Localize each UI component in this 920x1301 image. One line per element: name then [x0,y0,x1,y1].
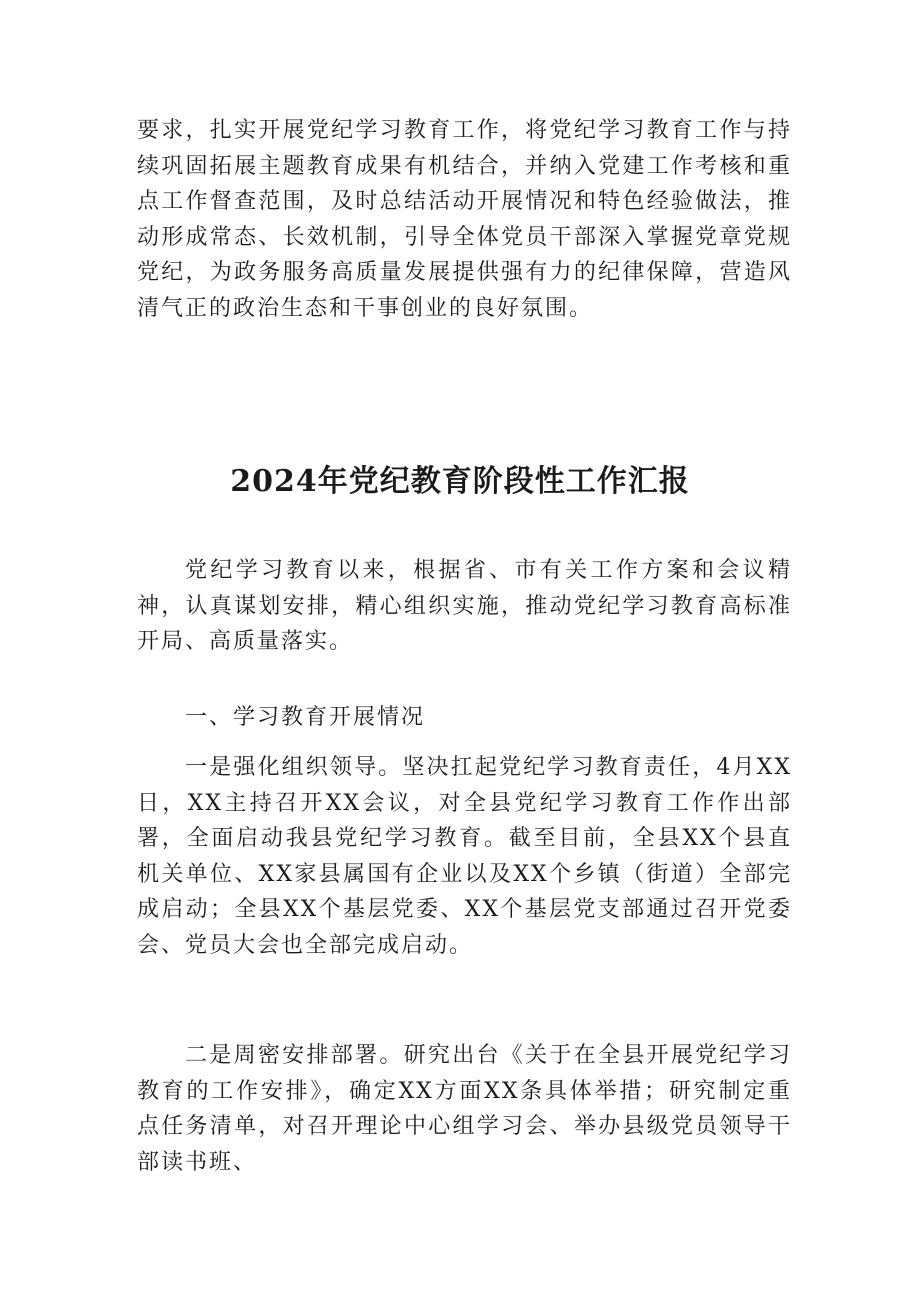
point-one-paragraph: 一是强化组织领导。坚决扛起党纪学习教育责任，4月XX日，XX主持召开XX会议，对全县党纪学习教育工作作出部署，全面启动我县党纪学习教育。截至目前，全县XX个县直机关单位、XX家县属国有企业以及XX个乡镇（街道）全部完成启动；全县XX个基层党委、XX个基层党支部通过召开党委会、党员大会也全部完成启动。 [137,755,792,958]
report-title: 2024年党纪教育阶段性工作汇报 [230,464,690,499]
point-two-paragraph: 二是周密安排部署。研究出台《关于在全县开展党纪学习教育的工作安排》，确定XX方面XX条具体举措；研究制定重点任务清单，对召开理论中心组学习会、举办县级党员领导干部读书班、 [137,1043,792,1175]
continuation-paragraph: 要求，扎实开展党纪学习教育工作，将党纪学习教育工作与持续巩固拓展主题教育成果有机结合，并纳入党建工作考核和重点工作督查范围，及时总结活动开展情况和特色经验做法，推动形成常态、长效机制，引导全体党员干部深入掌握党章党规党纪，为政务服务高质量发展提供强有力的纪律保障，营造风清气正的政治生态和干事创业的良好氛围。 [137,118,792,321]
section-heading: 一、学习教育开展情况 [185,705,426,730]
intro-paragraph: 党纪学习教育以来，根据省、市有关工作方案和会议精神，认真谋划安排，精心组织实施，推动党纪学习教育高标准开局、高质量落实。 [137,558,792,654]
